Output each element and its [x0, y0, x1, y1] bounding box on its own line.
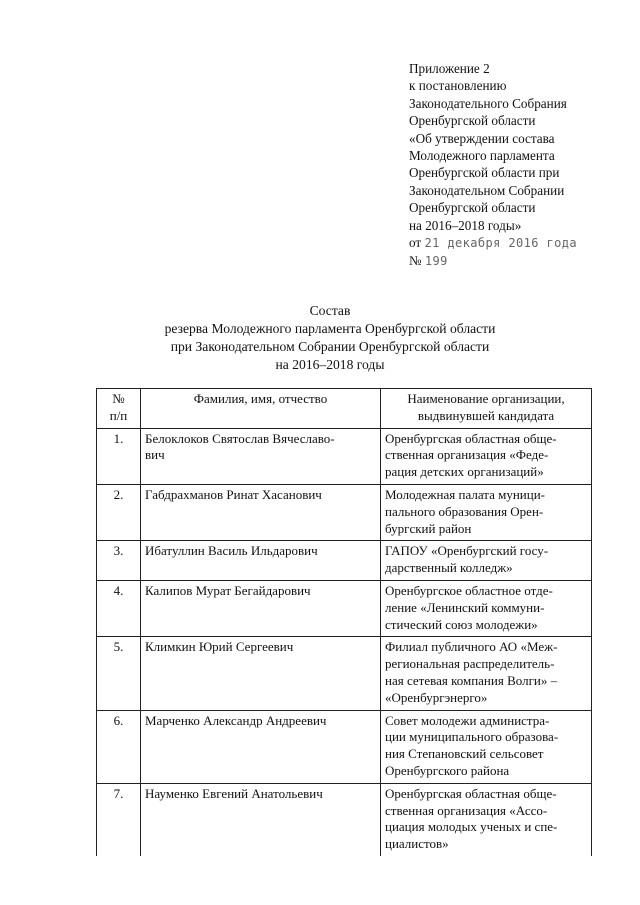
date-prefix: от	[409, 235, 422, 251]
row-name: Ибатуллин Василь Ильдарович	[141, 541, 381, 581]
heading-line: резерва Молодежного парламента Оренбургской области	[164, 321, 496, 336]
row-org: ГАПОУ «Оренбургский госу- дарственный колледж»	[381, 541, 592, 581]
row-num: 3.	[97, 541, 141, 581]
row-num: 5.	[97, 637, 141, 710]
row-name: Белоклоков Святослав Вячеславо- вич	[141, 428, 381, 484]
table-row	[97, 484, 592, 540]
annex-line: Оренбургской области	[409, 200, 536, 216]
table-row	[97, 637, 592, 710]
row-org: Совет молодежи администра- ции муниципального образова- ния Степановский сельсовет Оренбургского района	[381, 710, 592, 783]
table-header-row	[97, 389, 592, 429]
number-value: 199	[424, 254, 448, 269]
table-row	[97, 428, 592, 484]
annex-line: Оренбургской области при	[409, 165, 560, 181]
row-num: 6.	[97, 710, 141, 783]
header-name: Фамилия, имя, отчество	[141, 389, 381, 429]
document-heading	[150, 302, 510, 374]
row-name: Науменко Евгений Анатольевич	[141, 783, 381, 856]
number-prefix: №	[409, 253, 422, 269]
annex-line: на 2016–2018 годы»	[409, 217, 522, 233]
annex-line: Оренбургской области	[409, 113, 536, 129]
date-value: 21 декабря 2016 года	[424, 236, 577, 251]
row-name: Климкин Юрий Сергеевич	[141, 637, 381, 710]
row-name: Марченко Александр Андреевич	[141, 710, 381, 783]
row-org: Оренбургская областная обще- ственная организация «Ассо- циация молодых ученых и спе- циалистов»	[381, 783, 592, 856]
row-org: Филиал публичного АО «Меж- региональная распределитель- ная сетевая компания Волги» – «Оренбургэнерго»	[381, 637, 592, 710]
row-num: 4.	[97, 580, 141, 636]
heading-line: на 2016–2018 годы	[275, 357, 385, 372]
row-name: Калипов Мурат Бегайдарович	[141, 580, 381, 636]
row-org: Оренбургская областная обще- ственная организация «Феде- рация детских организаций»	[381, 428, 592, 484]
annex-block	[409, 60, 629, 271]
annex-line: Молодежного парламента	[409, 148, 555, 164]
annex-date	[409, 234, 629, 252]
heading-title: Состав	[309, 303, 351, 318]
annex-line: Законодательном Собрании	[409, 182, 565, 198]
annex-line: «Об утверждении состава	[409, 130, 555, 146]
table-row	[97, 710, 592, 783]
annex-number	[409, 252, 629, 270]
annex-line: Законодательного Собрания	[409, 95, 567, 111]
row-num: 7.	[97, 783, 141, 856]
candidates-table	[96, 388, 592, 856]
row-org: Оренбургское областное отде- ление «Ленинский коммуни- стический союз молодежи»	[381, 580, 592, 636]
row-num: 1.	[97, 428, 141, 484]
header-num: № п/п	[97, 389, 141, 429]
table-row	[97, 541, 592, 581]
annex-line: Приложение 2	[409, 61, 490, 76]
heading-line: при Законодательном Собрании Оренбургской области	[170, 339, 490, 354]
row-name: Габдрахманов Ринат Хасанович	[141, 484, 381, 540]
row-num: 2.	[97, 484, 141, 540]
annex-line: к постановлению	[409, 78, 507, 94]
header-org: Наименование организации, выдвинувшей кандидата	[381, 389, 592, 429]
row-org: Молодежная палата муници- пального образования Орен- бургский район	[381, 484, 592, 540]
table-row	[97, 580, 592, 636]
table-row	[97, 783, 592, 856]
